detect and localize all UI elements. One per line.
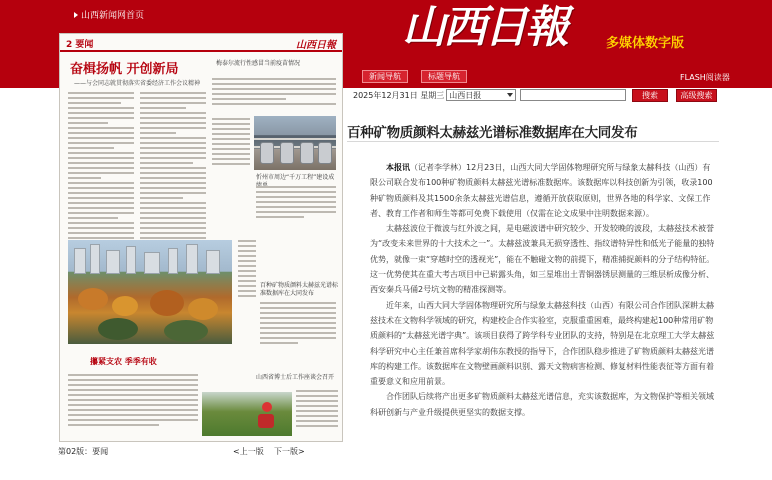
paper-subhead: ——与会同志就贯彻落实省委经济工作会议精神: [74, 80, 201, 87]
home-link-label[interactable]: 山西新闻网首页: [81, 11, 145, 21]
paper-text-column: [260, 302, 336, 347]
paper-caption-bottom-left[interactable]: 攥紧支农 季季有收: [90, 357, 157, 366]
farm-photo[interactable]: [202, 392, 292, 436]
title-nav-button[interactable]: 标题导航: [421, 70, 467, 83]
paper-select-value: 山西日报: [449, 90, 482, 100]
flash-reader-link[interactable]: FLASH阅读器: [680, 73, 730, 82]
paper-headline[interactable]: 奋楫扬帆 开创新局: [70, 62, 179, 77]
paper-page-label: 2 要闻: [66, 40, 94, 50]
paper-caption-bottom-right[interactable]: 山西省博士后工作座谈会召开: [256, 374, 335, 381]
paper-text-column: [68, 374, 198, 429]
factory-photo[interactable]: [254, 116, 336, 170]
search-toolbar: [345, 88, 717, 102]
title-divider: [347, 141, 719, 142]
article-paragraph: 合作团队后续将产出更多矿物质颜料太赫兹光谱信息，充实该数据库，为文物保护等相关领域科研创新与产业升级提供更坚实的数据支撑。: [370, 392, 714, 417]
article-title: 百种矿物质颜料太赫兹光谱标准数据库在大同发布: [347, 125, 638, 141]
article-paragraph: 近年来，山西大同大学固体物理研究所与绿象太赫兹科技（山西）有限公司合作团队深耕太赫兹技术在文物科学领域的研究，构建校企合作实验室，克服重重困难，最终构建起100种常用矿物质颜料的“太赫兹光谱字典”。该项目获得了跨学科专业团队的支持，特别是在北京理工大学太赫兹科学研究中心主任兼首席科学家胡伟东教授的指导下，合作团队稳步推进了矿物质颜料太赫兹光谱库的构建工作。该数据库在文物壁画颜料识别、露天文物病害检测、修复材料性能表征等方面有着重要意义和应用前景。: [370, 300, 715, 387]
paper-text-column: [238, 240, 256, 300]
article-body: [370, 160, 716, 420]
paper-top-bar: [60, 34, 343, 52]
chevron-down-icon: [507, 93, 513, 97]
paper-select[interactable]: [446, 89, 516, 101]
advanced-search-button[interactable]: 高级搜索: [676, 89, 717, 102]
search-button[interactable]: 搜索: [632, 89, 667, 102]
news-nav-button[interactable]: 新闻导航: [362, 70, 408, 83]
site-subtitle: 多媒体数字版: [606, 36, 685, 51]
triangle-bullet-icon: [74, 12, 78, 18]
paper-text-column: [212, 78, 336, 108]
city-photo[interactable]: [68, 240, 232, 344]
page-info: 第02版：要闻: [58, 447, 109, 456]
article-paragraph: 太赫兹波位于微波与红外波之间，是电磁波谱中研究较少、开发较晚的波段，太赫兹技术被誉为“改变未来世界的十大技术之一”。太赫兹波兼具无损穿透性、指纹谱特异性和低光子能量的独特优势，就像一束“穿越时空的透视光”，能在不触碰文物的前提下，精准捕捉颜料的分子结构特征。这一优势使其在重大考古项目中已崭露头角，如三星堆出土青铜器锈层测量的三维层析成像分析、西安秦兵马俑2号坑文物的精准探测等。: [370, 224, 715, 295]
paper-text-column: [296, 390, 338, 430]
search-input[interactable]: [520, 89, 626, 101]
paper-right-headline[interactable]: 梅泰尔流行性感冒当前疫苗情况: [216, 60, 301, 67]
prev-page-link[interactable]: <上一版: [233, 447, 264, 456]
paper-caption-article[interactable]: 百种矿物质颜料太赫兹光谱标准数据库在大同发布: [260, 282, 339, 297]
site-logo: 山西日報: [402, 2, 566, 53]
paper-caption-mid[interactable]: 忻州市周边“千万工程”建设成: [256, 174, 335, 181]
article-lead-label: 本报讯: [386, 163, 410, 172]
home-link[interactable]: [74, 8, 144, 21]
newspaper-page-image[interactable]: [59, 33, 343, 442]
paper-text-column: [68, 92, 134, 242]
article-paragraph: 本报讯（记者李学林）12月23日，山西大同大学固体物理研究所与绿象太赫科技（山西）有限公司联合发布100种矿物质颜料太赫兹光谱标准数据库。该数据库以科技创新为引领，收录100种矿物质颜料及其1500余条太赫兹光谱信息，遵循开放获取原则，世界各地的科学家、文保工作者、教育工作者和师生等都可免费下载使用（仅需在论文成果中注明数据来源）。: [370, 163, 713, 218]
paper-text-column: [212, 118, 250, 168]
paper-text-column: [140, 92, 206, 242]
paper-masthead: 山西日報: [296, 40, 336, 51]
next-page-link[interactable]: 下一版>: [274, 447, 305, 456]
issue-date: 2025年12月31日 星期三: [353, 90, 445, 100]
paper-text-column: [256, 186, 336, 221]
